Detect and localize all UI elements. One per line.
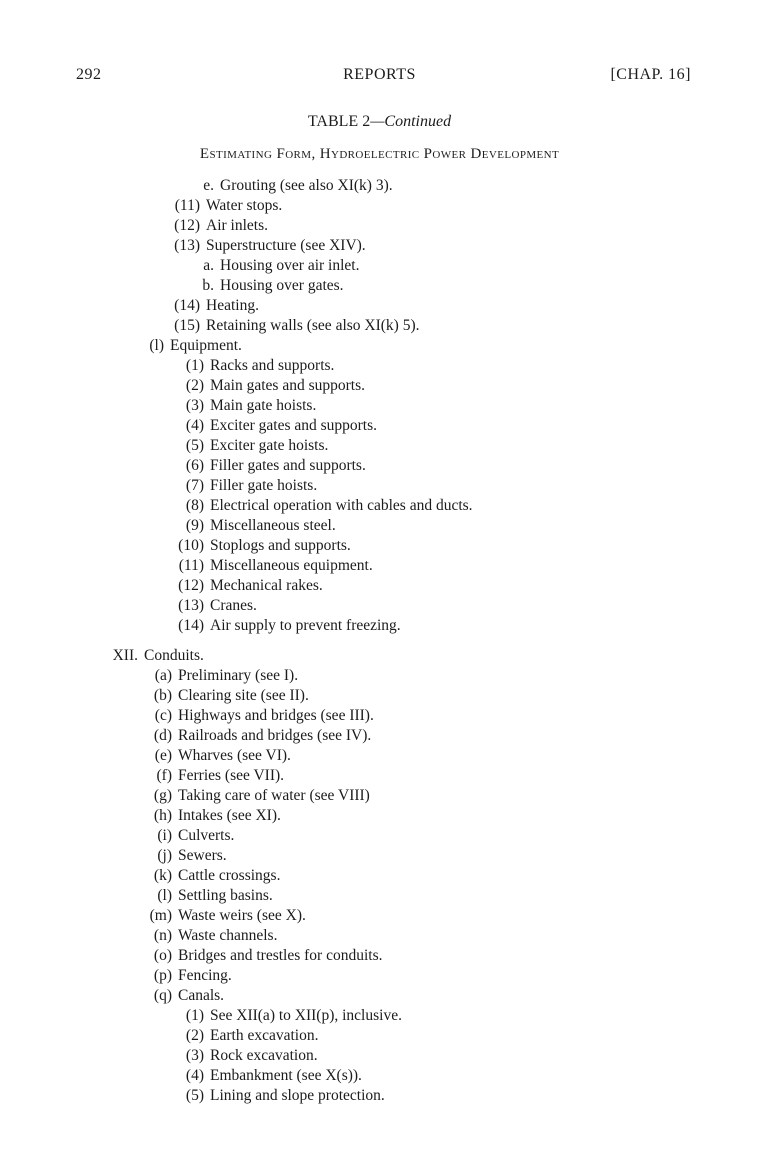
list-item: [166, 296, 259, 316]
item-text: Waste weirs (see X).: [178, 907, 306, 924]
list-item: [196, 276, 344, 296]
item-marker: (12): [178, 577, 204, 594]
item-marker: (8): [185, 497, 204, 514]
list-item: [146, 766, 284, 786]
list-item: [176, 596, 257, 616]
item-text: Fencing.: [178, 967, 232, 984]
item-text: Bridges and trestles for conduits.: [178, 947, 383, 964]
list-item: [176, 1046, 318, 1066]
item-text: Racks and supports.: [210, 357, 335, 374]
list-item: [196, 256, 359, 276]
item-marker: (m): [149, 907, 172, 924]
item-marker: (k): [153, 867, 172, 884]
item-text: Sewers.: [178, 847, 227, 864]
list-item: [146, 906, 306, 926]
table-subtitle: Estimating Form, Hydroelectric Power Development: [199, 146, 560, 162]
item-marker: (1): [185, 1007, 204, 1024]
running-title: REPORTS: [343, 66, 416, 83]
list-item: [146, 866, 280, 886]
list-item: [146, 946, 382, 966]
item-text: Exciter gate hoists.: [210, 437, 329, 454]
list-item: [176, 1086, 385, 1106]
item-text: Water stops.: [206, 197, 283, 214]
item-marker: (g): [153, 787, 172, 804]
item-marker: (b): [153, 687, 172, 704]
item-text: Electrical operation with cables and ducts.: [210, 497, 473, 514]
item-marker: (j): [157, 847, 172, 864]
item-marker: (10): [178, 537, 204, 554]
item-text: Air supply to prevent freezing.: [210, 617, 401, 634]
list-item: [146, 806, 281, 826]
item-marker: (11): [178, 557, 204, 574]
item-marker: (4): [185, 1067, 204, 1084]
item-text: Filler gate hoists.: [210, 477, 318, 494]
item-marker: (l): [157, 887, 172, 904]
item-text: Stoplogs and supports.: [210, 537, 351, 554]
item-marker: b.: [202, 277, 214, 294]
item-text: Lining and slope protection.: [210, 1087, 385, 1104]
list-item: [176, 456, 366, 476]
list-item: [176, 1066, 362, 1086]
item-marker: XII.: [112, 647, 138, 664]
list-item: [166, 196, 282, 216]
item-marker: (12): [174, 217, 200, 234]
item-marker: (3): [185, 1047, 204, 1064]
list-item: [176, 436, 328, 456]
list-item: [146, 706, 374, 726]
list-item: [176, 616, 401, 636]
item-text: Ferries (see VII).: [178, 767, 285, 784]
item-marker: (5): [185, 1087, 204, 1104]
item-text: Highways and bridges (see III).: [178, 707, 374, 724]
list-item: [176, 1006, 402, 1026]
list-item: [176, 556, 373, 576]
item-marker: (13): [174, 237, 200, 254]
list-item: [146, 986, 224, 1006]
item-marker: (9): [185, 517, 204, 534]
list-item: [176, 416, 377, 436]
item-marker: (14): [178, 617, 204, 634]
item-text: Grouting (see also XI(k) 3).: [220, 177, 393, 194]
item-text: Waste channels.: [178, 927, 278, 944]
item-marker: a.: [203, 257, 214, 274]
item-marker: (n): [153, 927, 172, 944]
list-item: [176, 536, 351, 556]
list-item: [146, 966, 232, 986]
item-marker: (2): [185, 377, 204, 394]
item-text: Miscellaneous equipment.: [210, 557, 373, 574]
table-title: [0, 113, 759, 131]
item-text: Canals.: [178, 987, 225, 1004]
list-item: [146, 926, 277, 946]
item-text: Preliminary (see I).: [178, 667, 299, 684]
list-item: [146, 726, 371, 746]
item-text: Intakes (see XI).: [178, 807, 281, 824]
item-marker: (p): [153, 967, 172, 984]
item-text: Mechanical rakes.: [210, 577, 323, 594]
item-text: Superstructure (see XIV).: [206, 237, 366, 254]
section-heading: [100, 646, 204, 666]
item-text: Miscellaneous steel.: [210, 517, 336, 534]
item-marker: (l): [149, 337, 164, 354]
item-text: Air inlets.: [206, 217, 268, 234]
item-marker: (c): [154, 707, 172, 724]
item-marker: (15): [174, 317, 200, 334]
item-text: Culverts.: [178, 827, 235, 844]
item-marker: (7): [185, 477, 204, 494]
item-text: Conduits.: [144, 647, 204, 664]
item-marker: (14): [174, 297, 200, 314]
list-item: [146, 686, 309, 706]
item-marker: (i): [157, 827, 172, 844]
item-text: Wharves (see VI).: [178, 747, 291, 764]
list-item: [176, 1026, 318, 1046]
list-item: [176, 576, 323, 596]
list-item: [176, 376, 365, 396]
item-text: Cranes.: [210, 597, 257, 614]
item-marker: (13): [178, 597, 204, 614]
item-marker: (4): [185, 417, 204, 434]
item-marker: (h): [153, 807, 172, 824]
item-text: Housing over gates.: [220, 277, 344, 294]
item-text: Settling basins.: [178, 887, 273, 904]
item-text: Main gates and supports.: [210, 377, 365, 394]
item-text: Embankment (see X(s)).: [210, 1067, 362, 1084]
list-item: [176, 476, 317, 496]
item-marker: (2): [185, 1027, 204, 1044]
list-item: [146, 666, 298, 686]
list-item: [140, 336, 242, 356]
item-text: Retaining walls (see also XI(k) 5).: [206, 317, 420, 334]
table-title-main: TABLE 2: [307, 113, 371, 130]
item-text: Heating.: [206, 297, 259, 314]
item-marker: (1): [185, 357, 204, 374]
item-text: Exciter gates and supports.: [210, 417, 378, 434]
list-item: [176, 396, 316, 416]
list-item: [166, 236, 366, 256]
list-item: [146, 826, 234, 846]
item-marker: (11): [174, 197, 200, 214]
item-marker: (d): [153, 727, 172, 744]
item-text: Earth excavation.: [210, 1027, 319, 1044]
table-title-continued: —Continued: [370, 113, 452, 130]
list-item: [176, 516, 336, 536]
list-item: [176, 496, 473, 516]
item-marker: (3): [185, 397, 204, 414]
list-item: [196, 176, 393, 196]
item-text: See XII(a) to XII(p), inclusive.: [210, 1007, 402, 1024]
item-text: Housing over air inlet.: [220, 257, 360, 274]
item-marker: (f): [156, 767, 172, 784]
item-text: Taking care of water (see VIII): [178, 787, 370, 804]
list-item: [176, 356, 334, 376]
list-item: [146, 886, 273, 906]
item-text: Railroads and bridges (see IV).: [178, 727, 372, 744]
item-text: Clearing site (see II).: [178, 687, 309, 704]
item-marker: (o): [153, 947, 172, 964]
list-item: [146, 746, 291, 766]
item-marker: (a): [154, 667, 172, 684]
chapter-label: [CHAP. 16]: [610, 66, 691, 83]
list-item: [166, 316, 420, 336]
item-text: Equipment.: [170, 337, 242, 354]
item-marker: e.: [203, 177, 214, 194]
item-text: Cattle crossings.: [178, 867, 281, 884]
list-item: [146, 846, 227, 866]
list-item: [166, 216, 268, 236]
item-text: Main gate hoists.: [210, 397, 317, 414]
item-marker: (5): [185, 437, 204, 454]
page-number: 292: [76, 66, 102, 83]
item-marker: (q): [153, 987, 172, 1004]
item-text: Rock excavation.: [210, 1047, 318, 1064]
list-item: [146, 786, 370, 806]
item-marker: (6): [185, 457, 204, 474]
item-text: Filler gates and supports.: [210, 457, 366, 474]
item-marker: (e): [154, 747, 172, 764]
